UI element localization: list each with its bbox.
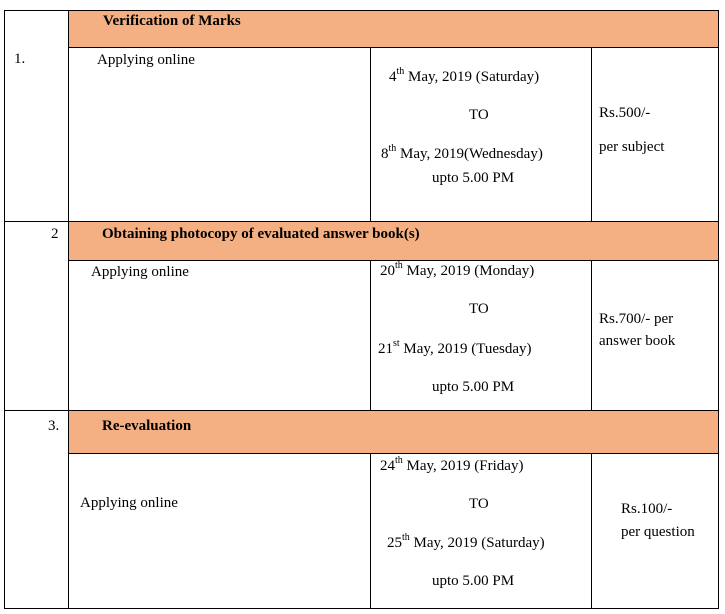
section-1-title: Verification of Marks — [103, 13, 241, 29]
grid-line — [4, 221, 719, 222]
section-3-title: Re-evaluation — [102, 418, 192, 434]
section-1-start-date: 4th May, 2019 (Saturday) — [389, 66, 540, 85]
section-1-number: 1. — [14, 51, 26, 67]
grid-line — [718, 10, 719, 609]
grid-line — [68, 260, 719, 261]
section-1-time: upto 5.00 PM — [432, 170, 515, 186]
section-1-to: TO — [469, 107, 489, 123]
section-3-number: 3. — [48, 418, 60, 434]
section-3-fee-line1: Rs.100/- — [621, 501, 673, 517]
grid-line — [4, 10, 719, 11]
grid-line — [68, 47, 719, 48]
section-2-start-date: 20th May, 2019 (Monday) — [380, 260, 535, 279]
grid-line — [4, 608, 719, 609]
section-2-end-date: 21st May, 2019 (Tuesday) — [378, 338, 532, 357]
grid-line — [4, 10, 5, 609]
section-3-end-date: 25th May, 2019 (Saturday) — [387, 532, 545, 551]
grid-line — [591, 453, 592, 609]
section-1-activity: Applying online — [97, 52, 195, 68]
grid-line — [591, 260, 592, 411]
grid-line — [591, 47, 592, 222]
section-3-activity: Applying online — [80, 495, 178, 511]
section-3-start-date: 24th May, 2019 (Friday) — [380, 455, 524, 474]
grid-line — [370, 453, 371, 609]
grid-line — [68, 10, 69, 609]
section-2-title: Obtaining photocopy of evaluated answer book(s) — [102, 226, 420, 242]
section-2-activity: Applying online — [91, 264, 189, 280]
grid-line — [68, 453, 719, 454]
grid-line — [370, 260, 371, 411]
section-3-fee-line2: per question — [621, 524, 695, 540]
section-2-fee-line1: Rs.700/- per — [599, 311, 674, 327]
section-1-fee-line2: per subject — [599, 139, 665, 155]
grid-line — [4, 410, 719, 411]
section-1-end-date: 8th May, 2019(Wednesday) — [381, 143, 543, 162]
section-2-number: 2 — [51, 226, 59, 242]
section-2-fee-line2: answer book — [599, 333, 676, 349]
section-3-to: TO — [469, 496, 489, 512]
grid-line — [370, 47, 371, 222]
section-2-time: upto 5.00 PM — [432, 379, 515, 395]
section-2-to: TO — [469, 301, 489, 317]
section-1-fee-line1: Rs.500/- — [599, 105, 651, 121]
section-3-time: upto 5.00 PM — [432, 573, 515, 589]
